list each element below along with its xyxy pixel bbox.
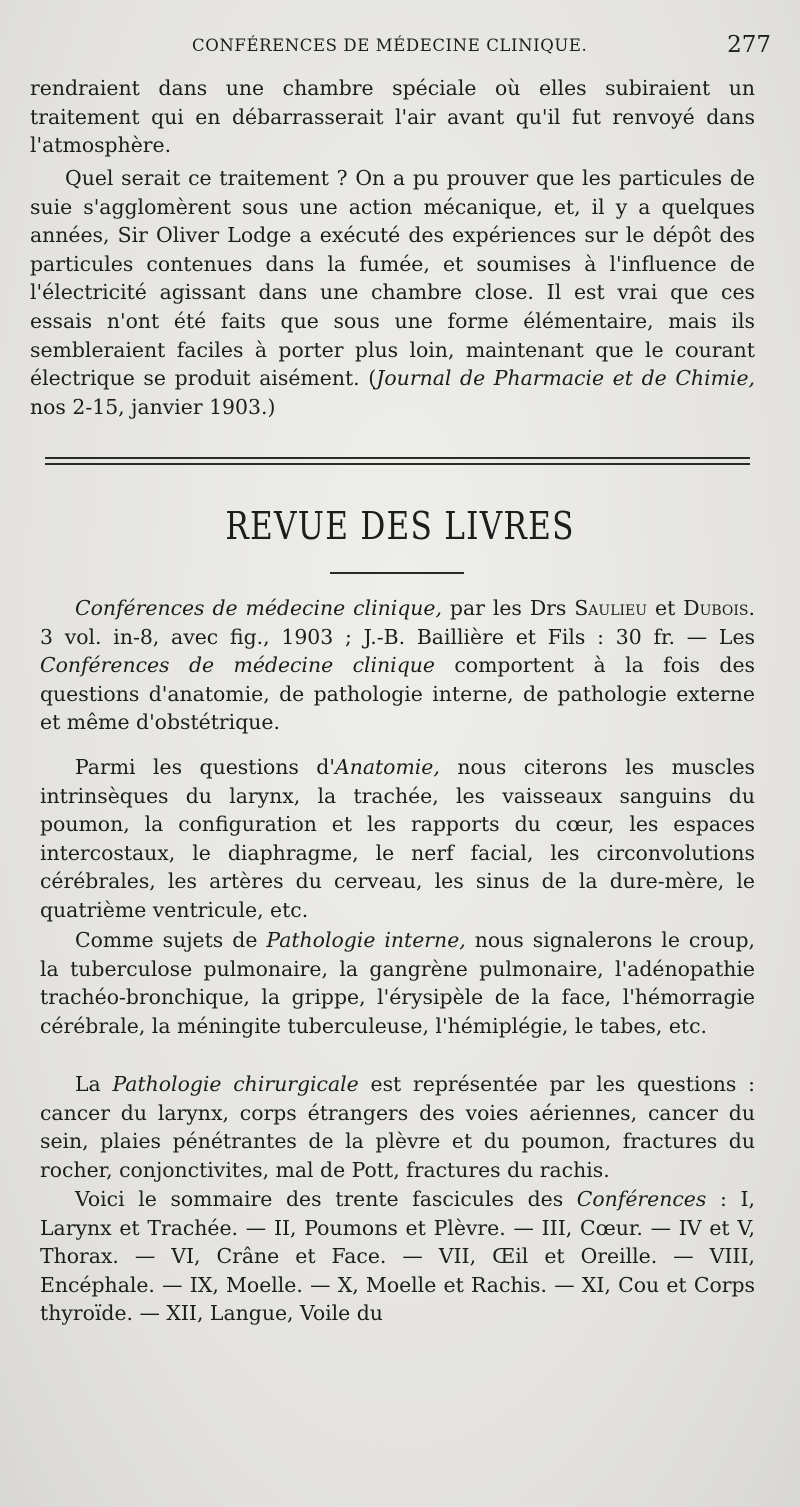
book-title-repeat: Conférences de médecine clinique: [40, 653, 435, 678]
review-intro: [40, 594, 755, 737]
review-pathologie-chirurgicale: [40, 1070, 755, 1184]
publication-info: 3 vol. in-8, avec fig., 1903 ; J.-B. Baillière et Fils : 30 fr. — Les: [40, 624, 755, 649]
intro-tail: comportent à la fois des questions d'anatomie, de pathologie interne, de pathologie externe et même d'obstétrique.: [40, 653, 755, 735]
paragraph-treatment: [30, 164, 755, 421]
chir-text: est représentée par les questions : cancer du larynx, corps étrangers des voies aériennes, cancer du sein, plaies pénétrantes de la plèvre et du poumon, fractures du rocher, conjonctivites, mal de Pott, fractures du rachis.: [40, 1072, 755, 1182]
running-header: [40, 30, 775, 64]
and-text: et: [647, 596, 684, 620]
chir-lead: La: [75, 1072, 113, 1096]
running-title: CONFÉRENCES DE MÉDECINE CLINIQUE.: [192, 36, 588, 55]
interne-lead: Comme sujets de: [75, 928, 267, 952]
sommaire-lead: Voici le sommaire des trente fascicules des: [75, 1187, 577, 1211]
author-dubois: Dubois.: [683, 596, 755, 620]
treatment-text: Quel serait ce traitement ? On a pu prouver que les particules de suie s'agglomèrent sous une action mécanique, et, il y a quelques années, Sir Oliver Lodge a exécuté des expériences sur le dépôt des particules contenues dans la fumée, et soumises à l'influence de l'électricité agissant dans une chambre close. Il est vrai que ces essais n'ont été faits que sous une forme élémentaire, mais ils sembleraient faciles à porter plus loin, maintenant que le courant électrique se produit aisément. (: [30, 166, 755, 391]
author-saulieu: Saulieu: [574, 596, 648, 620]
review-pathologie-interne: [40, 926, 755, 1040]
journal-source: Journal de Pharmacie et de Chimie,: [376, 366, 755, 391]
section-divider-top: [45, 457, 750, 459]
anatomy-term: Anatomie,: [334, 755, 440, 779]
title-underline: [330, 572, 464, 574]
anatomy-text: nous citerons les muscles intrinsèques du larynx, la trachée, les vaisseaux sanguins du poumon, la configuration et les rapports du cœur, les espaces intercostaux, le diaphragme, le nerf facial, les circonvolutions cérébrales, les artères du cerveau, les sinus de la dure-mère, le quatrième ventricule, etc.: [40, 755, 755, 922]
journal-issue: nos 2-15, janvier 1903.): [30, 394, 276, 419]
anatomy-lead: Parmi les questions d': [75, 755, 335, 779]
interne-term: Pathologie interne,: [266, 928, 466, 952]
interne-text: nous signalerons le croup, la tuberculose pulmonaire, la gangrène pulmonaire, l'adénopathie trachéo-bronchique, la grippe, l'érysipèle de la face, l'hémorragie cérébrale, la méningite tuberculeuse, l'hémiplégie, le tabes, etc.: [40, 928, 756, 1038]
sommaire-term: Conférences: [576, 1187, 707, 1211]
section-divider-bottom: [45, 463, 750, 465]
section-title: REVUE DES LIVRES: [225, 504, 575, 548]
book-title: Conférences de médecine clinique,: [75, 596, 442, 620]
review-sommaire: [40, 1185, 755, 1328]
sommaire-text: : I, Larynx et Trachée. — II, Poumons et Plèvre. — III, Cœur. — IV et V, Thorax. — VI, Crâne et Face. — VII, Œil et Oreille. — VIII, Encéphale. — IX, Moelle. — X, Moelle et Rachis. — XI, Cou et Corps thyroïde. — XII, Langue, Voile du: [40, 1187, 755, 1326]
review-anatomy: [40, 753, 755, 925]
by-text: par les Drs: [441, 596, 575, 620]
page-number: 277: [727, 32, 771, 58]
paragraph-continuation: rendraient dans une chambre spéciale où elles subiraient un traitement qui en débarrasserait l'air avant qu'il fut renvoyé dans l'atmosphère.: [30, 76, 755, 158]
chir-term: Pathologie chirurgicale: [112, 1072, 359, 1096]
